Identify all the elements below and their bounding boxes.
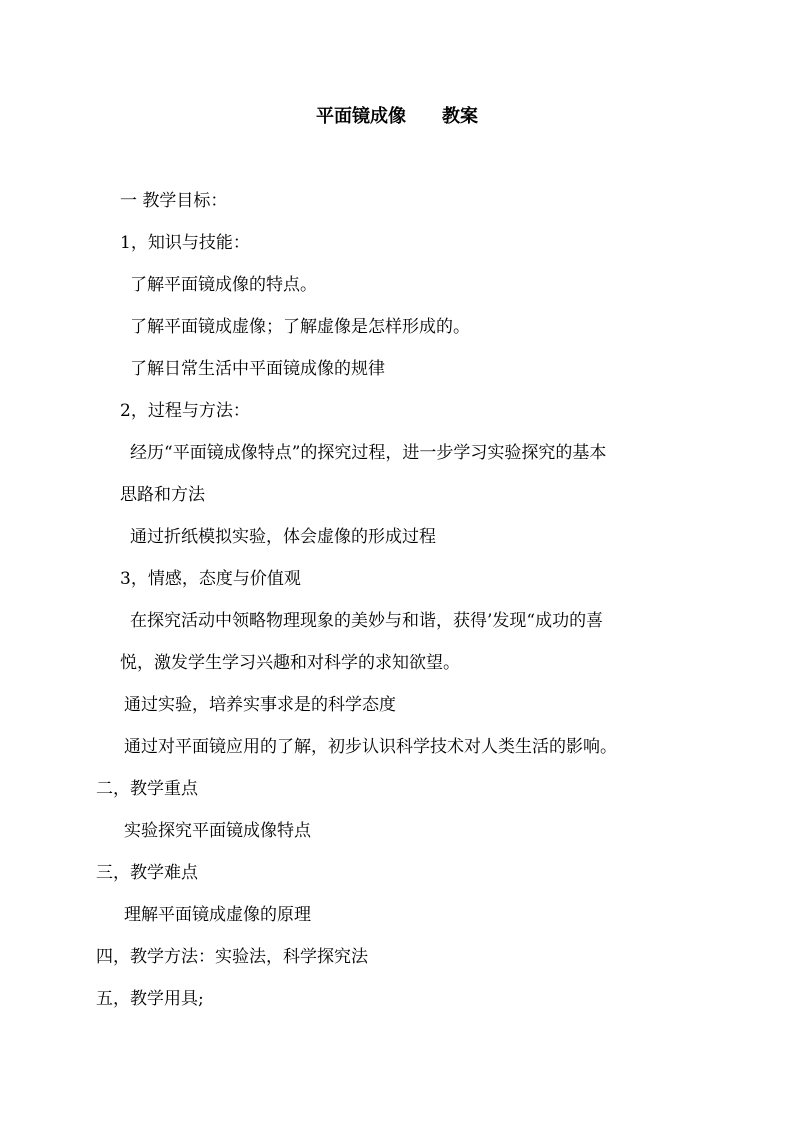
text-line: 通过实验，培养实事求是的科学态度 — [124, 695, 396, 715]
text-line: 了解平面镜成像的特点。 — [130, 275, 317, 295]
section-heading-tools: 五，教学用具; — [96, 989, 204, 1009]
text-line: 了解日常生活中平面镜成像的规律 — [130, 359, 385, 379]
section-heading-key-points: 二，教学重点 — [96, 779, 198, 799]
subsection-process-methods: 2，过程与方法： — [120, 401, 250, 421]
section-heading-methods: 四，教学方法：实验法，科学探究法 — [96, 947, 368, 967]
text-line: 经历“平面镜成像特点”的探究过程，进一步学习实验探究的基本 — [130, 443, 607, 463]
section-heading-difficulties: 三，教学难点 — [96, 863, 198, 883]
text-line: 了解平面镜成虚像；了解虚像是怎样形成的。 — [130, 317, 470, 337]
text-line: 通过对平面镜应用的了解，初步认识科学技术对人类生活的影响。 — [124, 737, 617, 757]
subsection-emotion-attitude-values: 3，情感，态度与价值观 — [120, 569, 301, 589]
text-line: 通过折纸模拟实验，体会虚像的形成过程 — [130, 527, 436, 547]
section-heading-objectives: 一 教学目标： — [120, 191, 228, 211]
subsection-knowledge-skills: 1，知识与技能： — [120, 233, 250, 253]
text-line: 实验探究平面镜成像特点 — [124, 821, 311, 841]
text-line: 理解平面镜成虚像的原理 — [124, 905, 311, 925]
text-line: 悦，激发学生学习兴趣和对科学的求知欲望。 — [120, 653, 460, 673]
text-line: 在探究活动中领略物理现象的美妙与和谐，获得’发现“成功的喜 — [130, 611, 604, 631]
text-line: 思路和方法 — [120, 485, 205, 505]
document-title: 平面镜成像 教案 — [316, 106, 478, 127]
